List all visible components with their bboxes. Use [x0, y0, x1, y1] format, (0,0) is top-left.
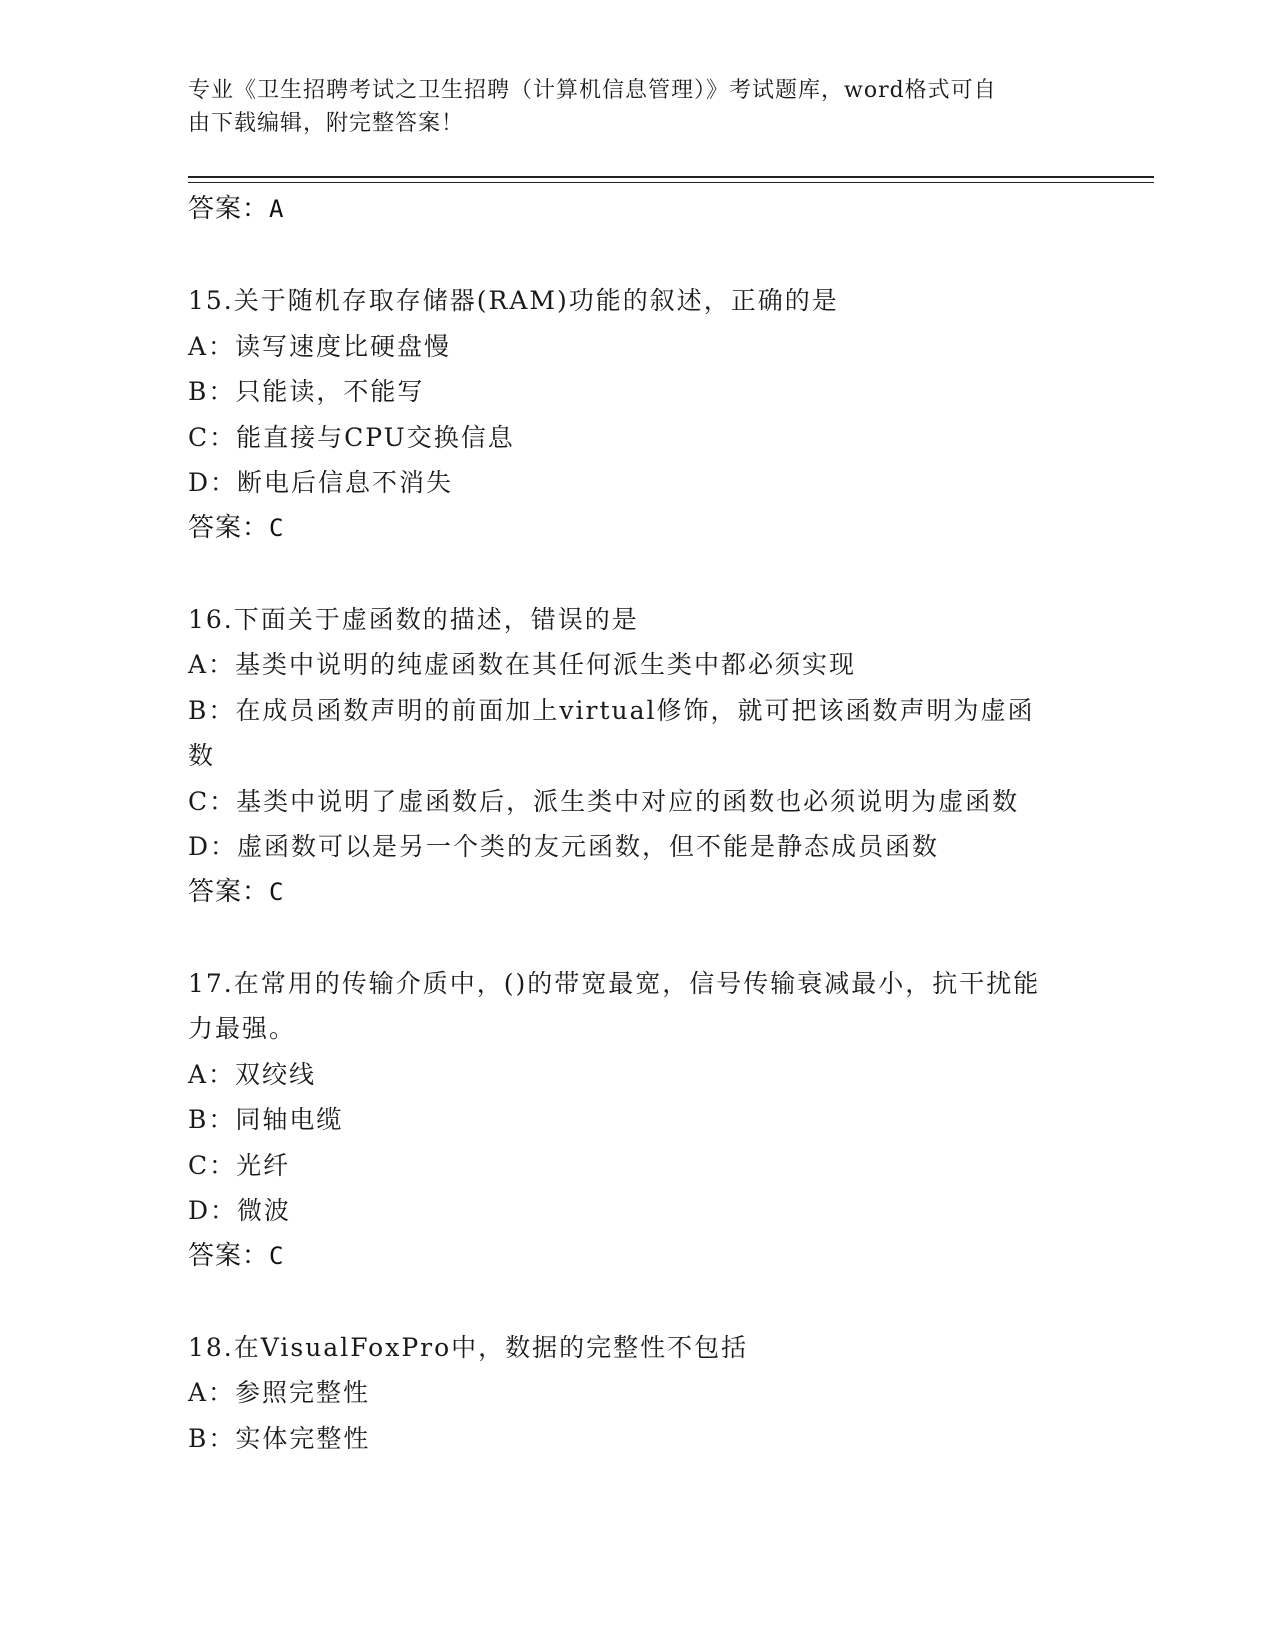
header-divider-thin: [188, 182, 1154, 183]
answer-value: C: [269, 1241, 284, 1270]
option-c: C：能直接与CPU交换信息: [188, 422, 515, 452]
option-c: C：基类中说明了虚函数后，派生类中对应的函数也必须说明为虚函数: [188, 786, 1020, 816]
option-c: C：光纤: [188, 1150, 291, 1180]
answer-line: [188, 870, 1088, 916]
option-a: A：读写速度比硬盘慢: [188, 331, 452, 361]
document-body: [188, 187, 1088, 1461]
answer-label: 答案：: [188, 1240, 270, 1271]
question-17: [188, 961, 1088, 1280]
option-b: B：同轴电缆: [188, 1105, 344, 1134]
answer-value: C: [269, 513, 284, 542]
option-a: A：双绞线: [188, 1059, 317, 1089]
option-b: B：实体完整性: [188, 1423, 371, 1453]
option-a: A：基类中说明的纯虚函数在其任何派生类中都必须实现: [188, 650, 857, 679]
answer-line: [188, 187, 1088, 233]
answer-value: A: [269, 195, 284, 223]
spacer: [188, 1279, 1088, 1325]
question-15: [188, 278, 1088, 551]
question-stem: 17.在常用的传输介质中，()的带宽最宽，信号传输衰减最小，抗干扰能力最强。: [188, 968, 1041, 1043]
question-stem: 16.下面关于虚函数的描述，错误的是: [188, 604, 639, 634]
answer-line: [188, 506, 1088, 552]
answer-label: 答案：: [188, 876, 270, 907]
header-divider-thick: [188, 176, 1154, 178]
header-line-1: 专业《卫生招聘考试之卫生招聘（计算机信息管理）》考试题库，word格式可自: [188, 78, 997, 103]
question-16: [188, 597, 1088, 916]
answer-line: [188, 1234, 1088, 1280]
question-stem: 15.关于随机存取存储器(RAM)功能的叙述，正确的是: [188, 286, 839, 315]
spacer: [188, 915, 1088, 961]
question-18: [188, 1325, 1088, 1462]
answer-label: 答案：: [188, 194, 270, 224]
spacer: [188, 551, 1088, 597]
option-d: D：微波: [188, 1196, 292, 1225]
option-d: D：虚函数可以是另一个类的友元函数，但不能是静态成员函数: [188, 832, 940, 861]
option-b: B：在成员函数声明的前面加上virtual修饰，就可把该函数声明为虚函数: [188, 695, 1035, 770]
document-header: [188, 74, 1068, 140]
option-d: D：断电后信息不消失: [188, 468, 454, 497]
spacer: [188, 233, 1088, 279]
answer-value: C: [269, 877, 284, 906]
header-line-2: 由下载编辑，附完整答案！: [188, 111, 465, 136]
question-stem: 18.在VisualFoxPro中，数据的完整性不包括: [188, 1332, 749, 1362]
option-a: A：参照完整性: [188, 1378, 371, 1407]
option-b: B：只能读，不能写: [188, 377, 425, 406]
answer-label: 答案：: [188, 512, 270, 543]
